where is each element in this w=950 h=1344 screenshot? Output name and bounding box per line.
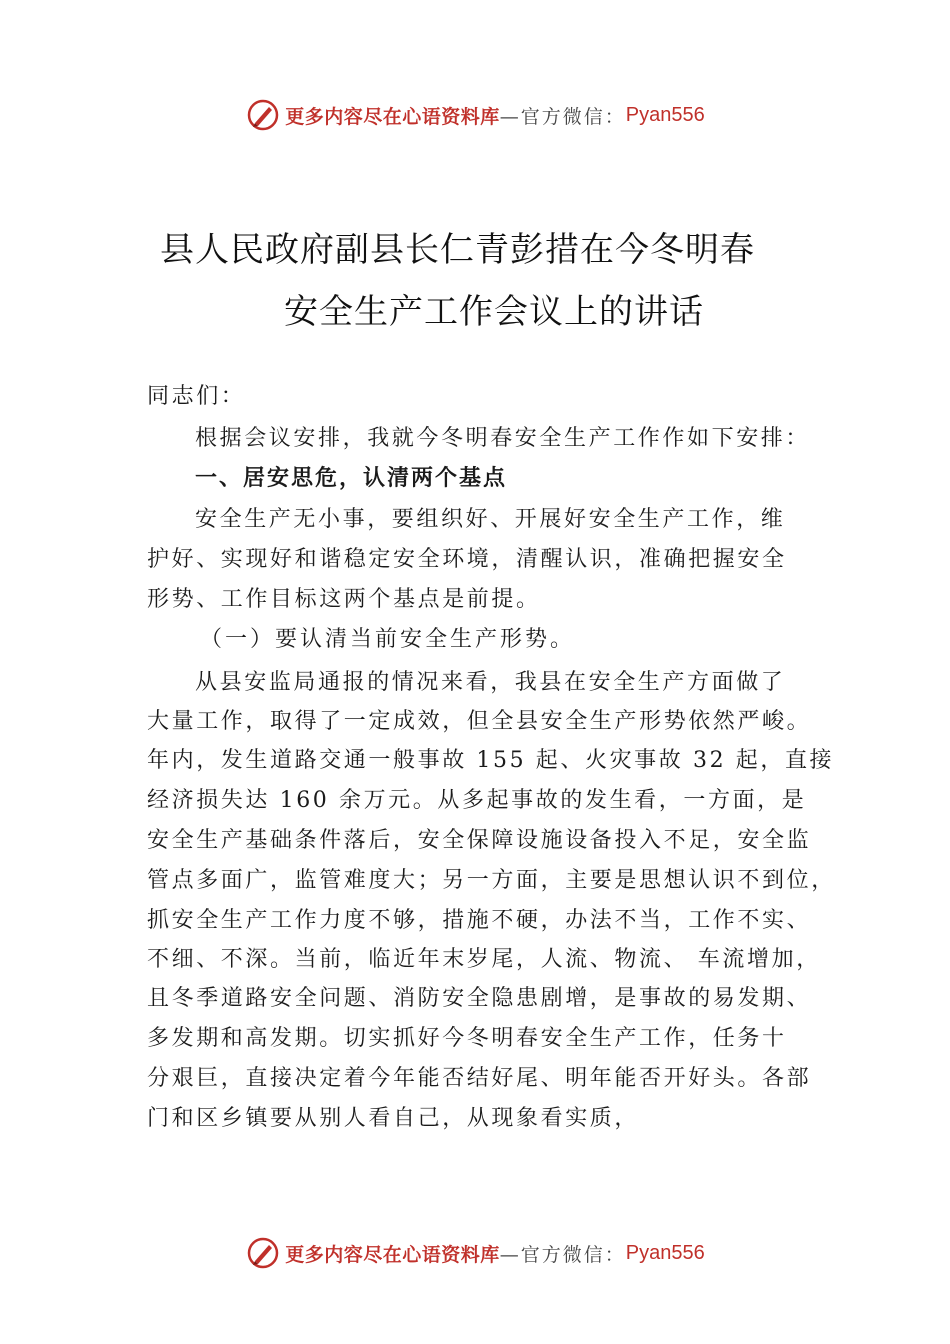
pen-logo-icon [245,97,281,133]
paragraph-line: 不细、不深。当前，临近年末岁尾，人流、物流、 车流增加， [147,947,821,972]
paragraph-line: 经济损失达 160 余万元。从多起事故的发生看，一方面，是 [147,788,807,813]
paragraph-line: 门和区乡镇要从别人看自己，从现象看实质， [147,1106,640,1131]
footer-banner [0,1233,950,1273]
paragraph-line: 安全生产基础条件落后，安全保障设施设备投入不足，安全监 [147,828,812,853]
section-heading-1: 一、居安思危，认清两个基点 [195,466,508,491]
paragraph-line: 护好、实现好和谐稳定安全环境，清醒认识，准确把握安全 [147,547,787,572]
banner-wechat-id: Pyan556 [625,1241,705,1264]
document-title-line-1: 县人民政府副县长仁青彭措在今冬明春 [160,230,755,270]
paragraph-line: 多发期和高发期。切实抓好今冬明春安全生产工作，任务十 [147,1026,787,1051]
intro-paragraph: 根据会议安排，我就今冬明春安全生产工作作如下安排： [195,426,811,451]
paragraph-line: 从县安监局通报的情况来看，我县在安全生产方面做了 [195,670,786,695]
paragraph-line: 大量工作，取得了一定成效，但全县安全生产形势依然严峻。 [147,709,812,734]
paragraph-line: 分艰巨，直接决定着今年能否结好尾、明年能否开好头。各部 [147,1066,812,1091]
header-banner [0,95,950,135]
banner-site-name: 更多内容尽在心语资料库 [285,1243,500,1266]
subsection-heading-1: （一）要认清当前安全生产形势。 [200,627,576,652]
pen-logo-icon [245,1235,281,1271]
banner-wechat-id: Pyan556 [625,103,705,126]
banner-site-name: 更多内容尽在心语资料库 [285,105,500,128]
salutation: 同志们： [147,384,246,409]
document-title-line-2: 安全生产工作会议上的讲话 [284,292,704,332]
paragraph-line: 且冬季道路安全问题、消防安全隐患剧增，是事故的易发期、 [147,986,812,1011]
paragraph-line: 安全生产无小事，要组织好、开展好安全生产工作，维 [195,507,786,532]
paragraph-line: 形势、工作目标这两个基点是前提。 [147,587,541,612]
paragraph-line: 年内，发生道路交通一般事故 155 起、火灾事故 32 起，直接 [147,748,835,773]
banner-wechat-label: —官方微信： [499,105,626,128]
paragraph-line: 抓安全生产工作力度不够，措施不硬，办法不当，工作不实、 [147,908,812,933]
banner-wechat-label: —官方微信： [499,1243,626,1266]
paragraph-line: 管点多面广，监管难度大；另一方面，主要是思想认识不到位， [147,868,836,893]
